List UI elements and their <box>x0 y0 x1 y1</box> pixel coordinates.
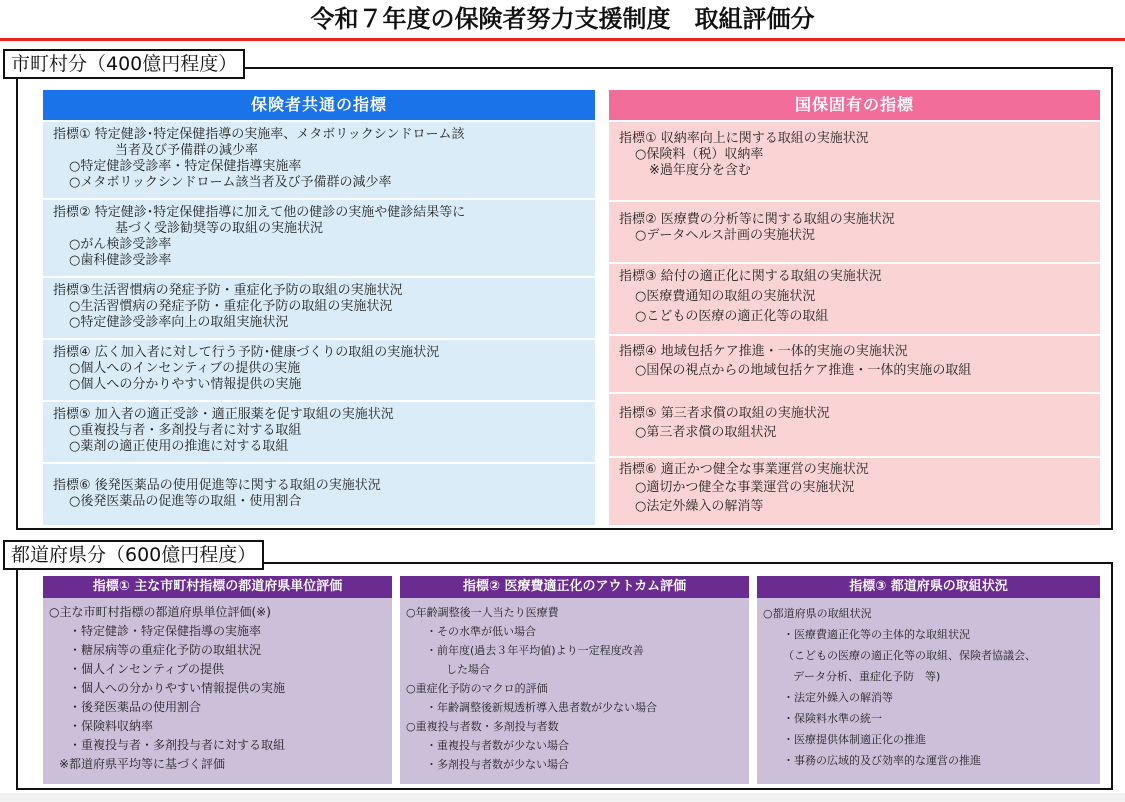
indicator-subitem: ○適切かつ健全な事業運営の実施状況 <box>635 480 855 495</box>
prefecture-line: した場合 <box>446 663 490 676</box>
common-indicator-4 <box>43 340 595 400</box>
indicator-subitem: ○メタボリックシンドローム該当者及び予備群の減少率 <box>69 175 392 190</box>
indicator-note: ※過年度分を含む <box>649 163 751 178</box>
indicator-subitem: ○第三者求償の取組状況 <box>635 425 777 440</box>
prefecture-line: ○都道府県の取組状況 <box>763 607 872 620</box>
prefecture-line: データ分析、重症化予防 等) <box>793 670 941 683</box>
prefecture-line: ・年齢調整後新規透析導入患者数が少ない場合 <box>426 701 657 714</box>
prefecture-line: ・多剤投与者数が少ない場合 <box>426 758 569 771</box>
prefecture-line: ・保険料水準の統一 <box>783 712 882 725</box>
prefecture-line: ・重複投与者・多剤投与者に対する取組 <box>69 738 286 752</box>
common-indicators-header: 保険者共通の指標 <box>43 90 595 120</box>
common-indicator-1 <box>43 122 595 198</box>
indicator-subitem: ○こどもの医療の適正化等の取組 <box>635 309 829 324</box>
nhi-indicator-3 <box>609 264 1100 334</box>
prefecture-line: ・医療提供体制適正化の推進 <box>783 733 926 746</box>
indicator-title: 指標⑤ 加入者の適正受診・適正服薬を促す取組の実施状況 <box>53 407 394 422</box>
indicator-title: 指標② 医療費の分析等に関する取組の実施状況 <box>619 212 895 227</box>
nhi-indicator-2 <box>609 202 1100 262</box>
prefecture-indicator-3 <box>757 576 1100 784</box>
indicator-subitem: ○個人へのインセンティブの提供の実施 <box>69 361 301 376</box>
indicator-subitem: ○特定健診受診率・特定保健指導実施率 <box>69 159 302 174</box>
prefecture-line: ○主な市町村指標の都道府県単位評価(※) <box>49 605 271 619</box>
indicator-subitem: ○生活習慣病の発症予防・重症化予防の取組の実施状況 <box>69 299 393 314</box>
indicator-subitem: ○後発医薬品の促進等の取組・使用割合 <box>69 494 302 509</box>
indicator-subitem: ○データヘルス計画の実施状況 <box>635 228 815 243</box>
indicator-subitem: ○歯科健診受診率 <box>69 253 172 268</box>
nhi-indicator-4 <box>609 336 1100 392</box>
prefecture-line: ・事務の広域的及び効率的な運営の推進 <box>783 754 981 767</box>
common-indicators-column <box>43 90 595 525</box>
prefecture-indicator-1-header: 指標① 主な市町村指標の都道府県単位評価 <box>43 576 392 598</box>
prefecture-line: ・保険料収納率 <box>69 719 154 733</box>
prefecture-line: ・糖尿病等の重症化予防の取組状況 <box>69 643 262 657</box>
prefecture-line: ・前年度(過去３年平均値)より一定程度改善 <box>426 644 644 657</box>
prefecture-line: （こどもの医療の適正化等の取組、保険者協議会、 <box>783 649 1036 662</box>
indicator-title: 指標⑥ 後発医薬品の使用促進等に関する取組の実施状況 <box>53 478 381 493</box>
indicator-title-cont: 当者及び予備群の減少率 <box>115 143 259 158</box>
title-divider <box>0 38 1125 41</box>
common-indicator-3 <box>43 278 595 338</box>
prefecture-label: 都道府県分（600億円程度） <box>3 540 264 570</box>
prefecture-line: ・医療費適正化等の主体的な取組状況 <box>783 628 970 641</box>
common-indicator-2 <box>43 200 595 276</box>
indicator-subitem: ○医療費通知の取組の実施状況 <box>635 289 816 304</box>
indicator-title: 指標⑥ 適正かつ健全な事業運営の実施状況 <box>619 462 869 477</box>
nhi-indicator-1 <box>609 122 1100 200</box>
indicator-subitem: ○個人への分かりやすい情報提供の実施 <box>69 377 302 392</box>
indicator-subitem: ○特定健診受診率向上の取組実施状況 <box>69 315 289 330</box>
indicator-title: 指標④ 地域包括ケア推進・一体的実施の実施状況 <box>619 344 908 359</box>
prefecture-line: ・重複投与者数が少ない場合 <box>426 739 569 752</box>
indicator-subitem: ○保険料（税）収納率 <box>635 147 764 162</box>
prefecture-indicator-3-header: 指標③ 都道府県の取組状況 <box>757 576 1100 598</box>
indicator-subitem: ○法定外繰入の解消等 <box>635 499 764 514</box>
prefecture-line: ・後発医薬品の使用割合 <box>69 700 202 714</box>
bottom-bar <box>0 793 1125 802</box>
common-indicator-5 <box>43 402 595 462</box>
indicator-title-cont: 基づく受診勧奨等の取組の実施状況 <box>115 221 324 236</box>
prefecture-line: ○重症化予防のマクロ的評価 <box>406 682 548 695</box>
prefecture-line: ・その水準が低い場合 <box>426 625 536 638</box>
prefecture-line: ○年齢調整後一人当たり医療費 <box>406 606 559 619</box>
prefecture-line: ○重複投与者数・多剤投与者数 <box>406 720 559 733</box>
prefecture-line: ・法定外繰入の解消等 <box>783 691 893 704</box>
prefecture-note: ※都道府県平均等に基づく評価 <box>59 757 226 771</box>
indicator-title: 指標⑤ 第三者求償の取組の実施状況 <box>619 406 830 421</box>
nhi-specific-column <box>609 90 1100 525</box>
prefecture-indicator-1 <box>43 576 392 784</box>
indicator-title: 指標① 収納率向上に関する取組の実施状況 <box>619 131 869 146</box>
prefecture-indicator-2 <box>400 576 749 784</box>
page-title: 令和７年度の保険者努力支援制度 取組評価分 <box>310 5 815 33</box>
nhi-specific-header: 国保固有の指標 <box>609 90 1100 120</box>
municipal-label: 市町村分（400億円程度） <box>3 49 245 79</box>
common-indicator-6 <box>43 464 595 525</box>
prefecture-line: ・特定健診・特定保健指導の実施率 <box>69 624 262 638</box>
indicator-subitem: ○重複投与者・多剤投与者に対する取組 <box>69 423 302 438</box>
indicator-title: 指標② 特定健診･特定保健指導に加えて他の健診の実施や健診結果等に <box>53 205 466 220</box>
indicator-subitem: ○国保の視点からの地域包括ケア推進・一体的実施の取組 <box>635 363 972 378</box>
prefecture-line: ・個人への分かりやすい情報提供の実施 <box>69 681 286 695</box>
nhi-indicator-6 <box>609 458 1100 525</box>
indicator-subitem: ○がん検診受診率 <box>69 237 172 252</box>
indicator-title: 指標③ 給付の適正化に関する取組の実施状況 <box>619 269 882 284</box>
indicator-subitem: ○薬剤の適正使用の推進に対する取組 <box>69 439 289 454</box>
indicator-title: 指標④ 広く加入者に対して行う予防･健康づくりの取組の実施状況 <box>53 345 440 360</box>
prefecture-indicator-2-header: 指標② 医療費適正化のアウトカム評価 <box>400 576 749 598</box>
indicator-title: 指標③生活習慣病の発症予防・重症化予防の取組の実施状況 <box>53 283 403 298</box>
indicator-title: 指標① 特定健診･特定保健指導の実施率、メタボリックシンドローム該 <box>53 127 465 142</box>
nhi-indicator-5 <box>609 394 1100 456</box>
prefecture-line: ・個人インセンティブの提供 <box>69 662 225 676</box>
